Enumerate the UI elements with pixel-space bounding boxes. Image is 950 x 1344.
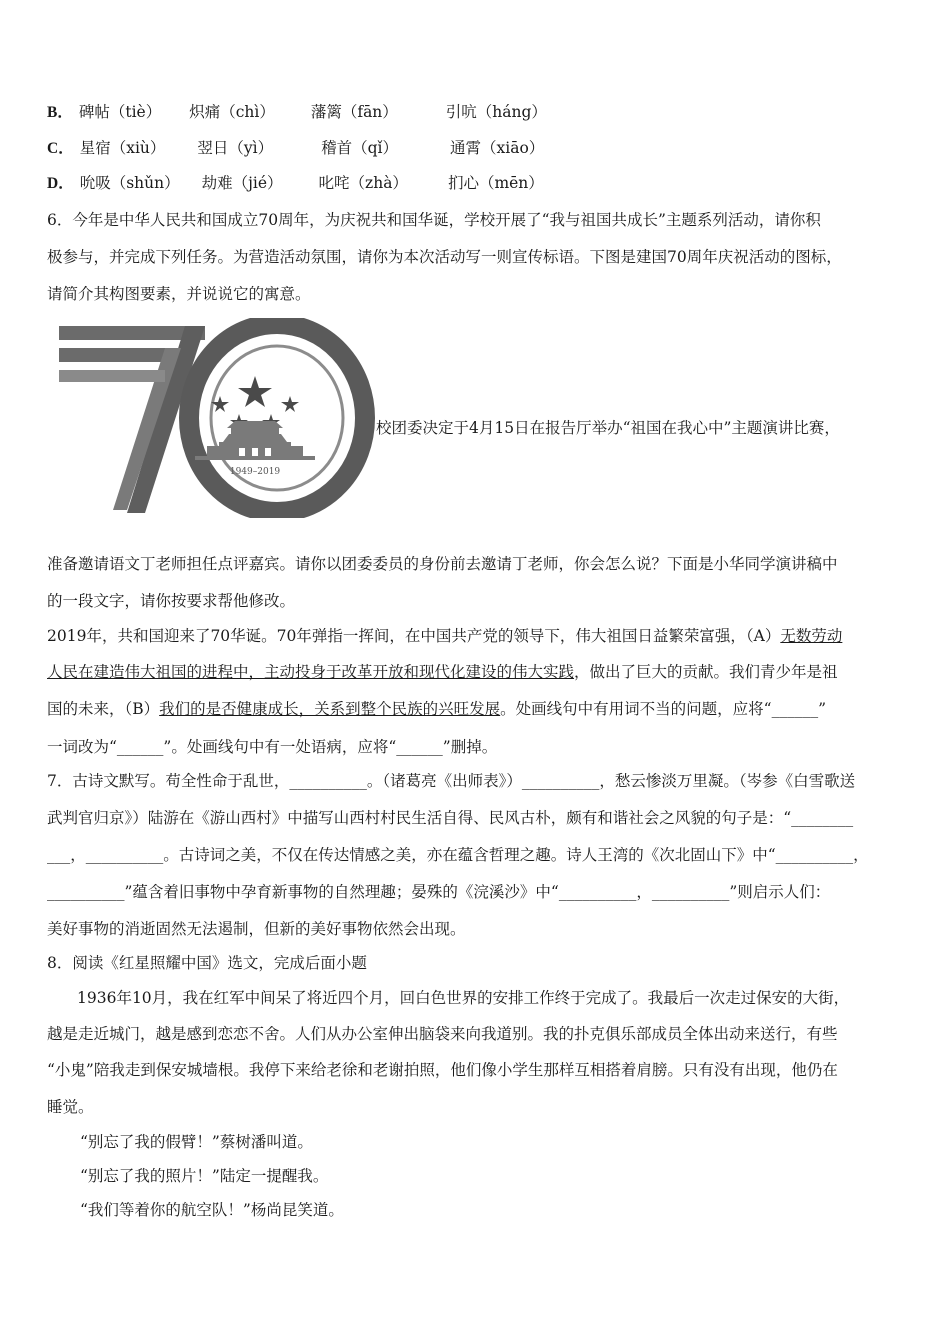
q6-underlined-a-part2: 人民在建造伟大祖国的进程中，主动投身于改革开放和现代化建设的伟大实践 — [47, 663, 575, 681]
option-d-item-3: 叱咤（zhà） — [318, 174, 408, 192]
digit-zero-ring — [189, 324, 365, 512]
q6-line-1: 6．今年是中华人民共和国成立70周年，为庆祝共和国华诞，学校开展了“我与祖国共成长”主题系列活动，请你积 — [47, 211, 821, 229]
option-c-item-3: 稽首（qǐ） — [321, 139, 398, 157]
q6-line-3: 请简介其构图要素，并说说它的寓意。 — [47, 285, 311, 303]
q8-para1-line-4: 睡觉。 — [47, 1098, 94, 1116]
option-d-item-4: 扪心（mēn） — [447, 174, 544, 192]
q6-underlined-b: 我们的是否健康成长，关系到整个民族的兴旺发展 — [159, 700, 501, 718]
q6-passage-text-2b: ，做出了巨大的贡献。我们青少年是祖 — [574, 663, 838, 681]
option-b-item-1: 碑帖（tiè） — [78, 103, 162, 121]
option-b-label: B． — [47, 104, 73, 121]
logo-years: 1949–2019 — [229, 467, 281, 477]
q6-passage-text-1a: 2019年，共和国迎来了70华诞。70年弹指一挥间，在中国共产党的领导下，伟大祖国日益繁荣富强，（A） — [47, 627, 781, 645]
q6-passage-line-3 — [47, 699, 826, 719]
option-c-item-1: 星宿（xiù） — [79, 139, 166, 157]
q6-beside-logo: 校团委决定于4月15日在报告厅举办“祖国在我心中”主题演讲比赛， — [376, 419, 840, 437]
q6-passage-text-3a: 国的未来，（B） — [47, 700, 160, 718]
q8-para1-line-1: 1936年10月，我在红军中间呆了将近四个月，回白色世界的安排工作终于完成了。我最后一次走过保安的大街， — [77, 989, 850, 1007]
option-c — [47, 138, 544, 159]
q6-passage-line-4: 一词改为“______”。处画线句中有一处语病，应将“______”删掉。 — [47, 738, 498, 756]
q7-line-5: 美好事物的消逝固然无法遏制，但新的美好事物依然会出现。 — [47, 920, 466, 938]
option-d-label: D． — [47, 175, 74, 192]
q7-line-4: __________”蕴含着旧事物中孕育新事物的自然理趣；晏殊的《浣溪沙》中“__________，__________”则启示人们： — [47, 883, 831, 901]
q8-quote-2: “别忘了我的照片！”陆定一提醒我。 — [80, 1167, 329, 1185]
anniversary-70-logo — [55, 318, 375, 518]
option-b-item-2: 炽痛（chì） — [189, 103, 275, 121]
option-b-item-4: 引吭（háng） — [445, 103, 547, 121]
option-c-item-2: 翌日（yì） — [197, 139, 274, 157]
q7-line-1: 7．古诗文默写。苟全性命于乱世，__________。（诸葛亮《出师表》）__________，愁云惨淡万里凝。（岑参《白雪歌送 — [47, 772, 856, 790]
q6-passage-text-3c: 。处画线句中有用词不当的问题，应将“______” — [500, 700, 827, 718]
q8-title: 8．阅读《红星照耀中国》选文，完成后面小题 — [47, 954, 367, 972]
q8-para1-line-2: 越是走近城门，越是感到恋恋不舍。人们从办公室伸出脑袋来向我道别。我的扑克俱乐部成员全体出动来送行，有些 — [47, 1025, 838, 1043]
q8-quote-1: “别忘了我的假臂！”蔡树潘叫道。 — [80, 1133, 313, 1151]
q6-line-2: 极参与，并完成下列任务。为营造活动氛围，请你为本次活动写一则宣传标语。下图是建国70周年庆祝活动的图标， — [47, 248, 842, 266]
option-c-item-4: 通霄（xiāo） — [450, 139, 545, 157]
option-d-item-1: 吮吸（shǔn） — [79, 174, 180, 192]
option-d-item-2: 劫难（jié） — [201, 174, 283, 192]
option-c-label: C． — [47, 140, 74, 157]
q6-passage-line-1 — [47, 626, 842, 646]
option-b — [47, 102, 547, 123]
q7-line-3: ___，__________。古诗词之美，不仅在传达情感之美，亦在蕴含哲理之趣。诗人王湾的《次北固山下》中“__________， — [47, 846, 869, 864]
q6-line-4: 准备邀请语文丁老师担任点评嘉宾。请你以团委委员的身份前去邀请丁老师，你会怎么说？下面是小华同学演讲稿中 — [47, 555, 838, 573]
option-d — [47, 173, 544, 194]
q6-underlined-a-part1: 无数劳动 — [780, 627, 843, 645]
q8-quote-3: “我们等着你的航空队！”杨尚昆笑道。 — [80, 1201, 344, 1219]
q6-passage-line-2 — [47, 662, 838, 682]
q7-line-2: 武判官归京》）陆游在《游山西村》中描写山西村村民生活自得、民风古朴，颇有和谐社会之风貌的句子是：“________ — [47, 809, 854, 827]
q8-para1-line-3: “小鬼”陪我走到保安城墙根。我停下来给老徐和老谢拍照，他们像小学生那样互相搭着肩膀。只有没有出现，他仍在 — [47, 1061, 838, 1079]
q6-line-5: 的一段文字，请你按要求帮他修改。 — [47, 592, 296, 610]
option-b-item-3: 藩篱（fān） — [310, 103, 398, 121]
